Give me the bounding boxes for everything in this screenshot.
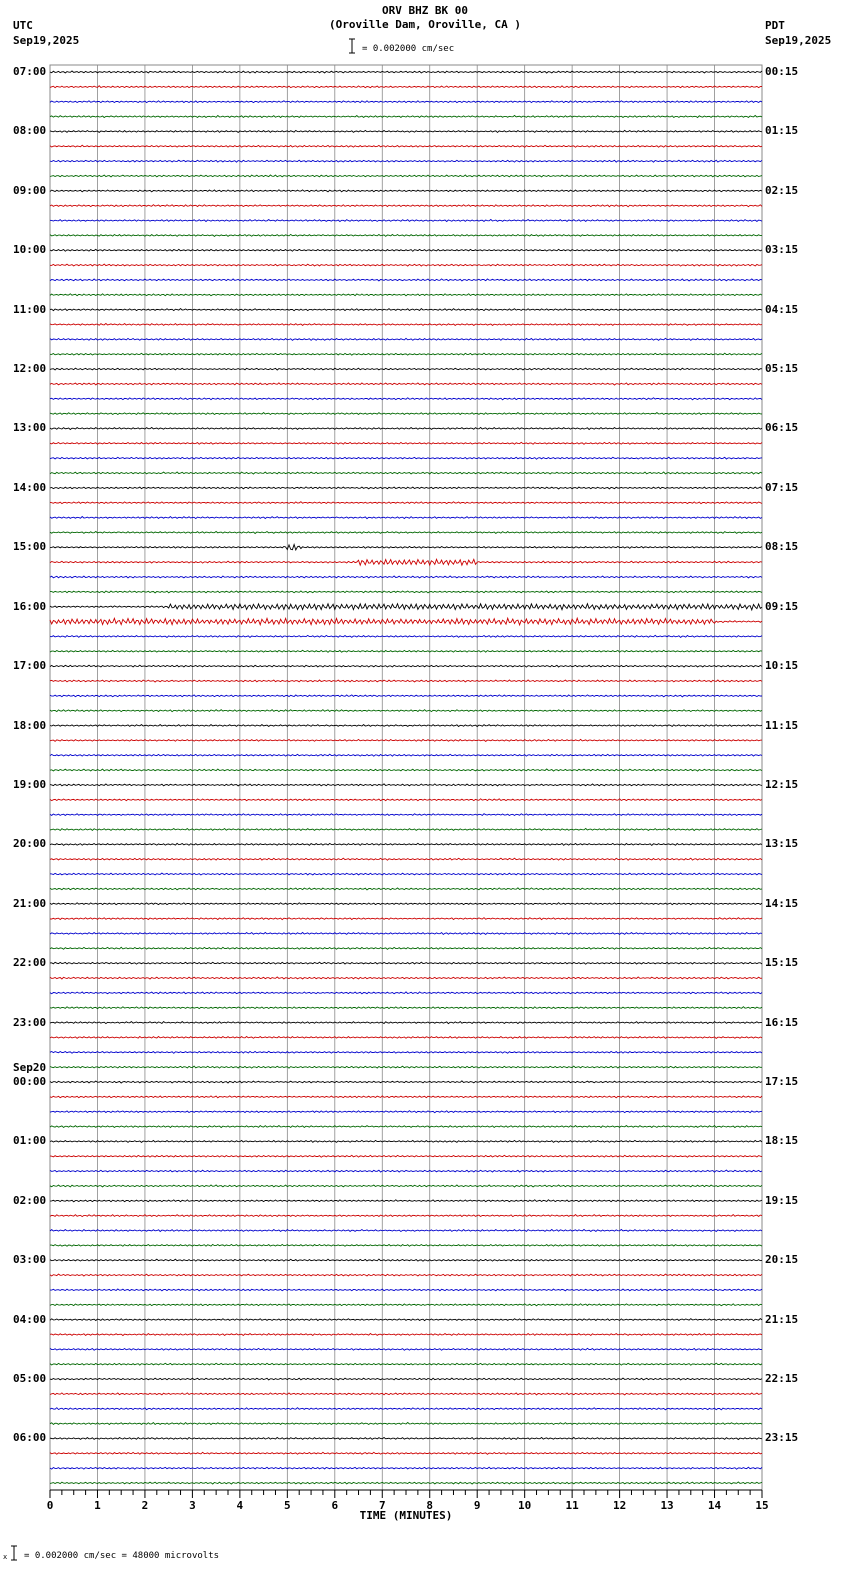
seismic-trace [50, 145, 762, 147]
x-tick-label: 3 [189, 1499, 196, 1512]
seismic-trace [50, 1037, 762, 1039]
pdt-hour-label: 10:15 [765, 659, 799, 673]
x-tick-label: 0 [46, 1499, 54, 1512]
seismic-trace [50, 502, 762, 504]
seismic-trace [50, 1289, 762, 1291]
seismic-trace [50, 472, 762, 474]
pdt-hour-label: 04:15 [765, 302, 799, 316]
seismic-trace [50, 1482, 762, 1484]
station-subtitle: (Oroville Dam, Oroville, CA ) [328, 18, 522, 31]
seismic-trace [50, 1185, 762, 1187]
seismic-trace [50, 725, 762, 727]
seismic-trace [50, 1348, 762, 1350]
seismic-trace [50, 888, 762, 890]
pdt-hour-label: 12:15 [765, 777, 799, 791]
seismic-trace [50, 130, 762, 132]
seismic-trace [50, 695, 762, 697]
seismic-trace [50, 739, 762, 741]
pdt-hour-label: 19:15 [765, 1193, 799, 1207]
seismic-trace [50, 309, 762, 311]
seismic-trace [50, 962, 762, 964]
pdt-hour-label: 05:15 [765, 362, 799, 376]
seismic-trace [50, 338, 762, 340]
seismic-trace [50, 918, 762, 920]
footer-scale-bar-icon [3, 1546, 17, 1561]
svg-text:x: x [3, 1553, 8, 1561]
seismic-trace [50, 1066, 762, 1068]
seismic-trace [50, 828, 762, 830]
seismic-trace [50, 324, 762, 326]
pdt-hour-label: 11:15 [765, 718, 799, 732]
utc-hour-label: 11:00 [13, 302, 47, 316]
x-tick-label: 10 [518, 1499, 532, 1512]
seismic-trace [50, 116, 762, 118]
pdt-hour-label: 15:15 [765, 956, 799, 970]
seismic-trace [50, 294, 762, 296]
pdt-hour-label: 23:15 [765, 1431, 799, 1445]
utc-hour-label: 16:00 [13, 599, 47, 613]
seismic-trace [50, 665, 762, 667]
utc-hour-label: 02:00 [13, 1193, 47, 1207]
scale-label: = 0.002000 cm/sec [362, 44, 455, 54]
seismic-trace [50, 86, 762, 88]
seismic-trace [50, 754, 762, 756]
x-tick-label: 11 [565, 1499, 579, 1512]
utc-hour-label: 21:00 [13, 896, 47, 910]
x-tick-label: 4 [236, 1499, 244, 1512]
seismic-trace [50, 353, 762, 355]
utc-hour-label: 04:00 [13, 1312, 47, 1326]
seismic-trace [50, 234, 762, 236]
pdt-hour-label: 21:15 [765, 1312, 799, 1326]
seismic-trace [50, 1096, 762, 1098]
utc-hour-label: 03:00 [13, 1253, 47, 1267]
utc-hour-label: 10:00 [13, 243, 47, 257]
pdt-hour-label: 02:15 [765, 183, 799, 197]
seismic-trace [50, 604, 762, 610]
seismic-trace [50, 190, 762, 192]
pdt-hour-label: 09:15 [765, 599, 799, 613]
seismic-trace [50, 1363, 762, 1365]
utc-hour-label: 14:00 [13, 480, 47, 494]
x-axis-title: TIME (MINUTES) [359, 1509, 453, 1522]
seismic-trace [50, 457, 762, 459]
seismic-trace [50, 1467, 762, 1469]
seismic-trace [50, 576, 762, 578]
utc-hour-label: 17:00 [13, 659, 47, 673]
x-tick-label: 2 [141, 1499, 149, 1512]
seismic-trace [50, 591, 762, 593]
utc-hour-label: 18:00 [13, 718, 47, 732]
x-tick-label: 5 [284, 1499, 291, 1512]
seismic-trace [50, 1230, 762, 1232]
seismic-trace [50, 1081, 762, 1083]
footer-scale-label: = 0.002000 cm/sec = 48000 microvolts [24, 1551, 220, 1561]
seismic-trace [50, 398, 762, 400]
seismic-trace [50, 175, 762, 177]
seismic-trace [50, 1155, 762, 1157]
utc-hour-label: 06:00 [13, 1431, 47, 1445]
seismic-trace [50, 1111, 762, 1113]
x-tick-label: 8 [426, 1499, 434, 1512]
x-tick-label: 12 [612, 1499, 627, 1512]
pdt-hour-label: 06:15 [765, 421, 799, 435]
x-tick-label: 1 [94, 1499, 101, 1512]
seismic-trace [50, 1259, 762, 1261]
utc-hour-label: 20:00 [13, 837, 47, 851]
seismic-trace [50, 1334, 762, 1336]
left-timezone: UTC [13, 19, 33, 32]
x-tick-label: 14 [707, 1499, 722, 1512]
seismic-trace [50, 1051, 762, 1053]
seismic-trace [50, 992, 762, 994]
seismic-trace [50, 843, 762, 845]
utc-hour-label: 19:00 [13, 777, 47, 791]
x-tick-label: 6 [331, 1499, 339, 1512]
seismic-trace [50, 1393, 762, 1395]
seismic-trace [50, 799, 762, 801]
seismic-trace [50, 1304, 762, 1306]
seismic-traces [50, 71, 762, 1484]
day-break-label: Sep20 [13, 1060, 47, 1074]
x-tick-label: 15 [755, 1499, 769, 1512]
pdt-hour-label: 14:15 [765, 896, 799, 910]
utc-hour-label: 07:00 [13, 65, 47, 78]
seismic-trace [50, 1007, 762, 1009]
seismic-trace [50, 1126, 762, 1128]
utc-hour-label: 13:00 [13, 421, 47, 435]
seismic-trace [50, 710, 762, 712]
seismic-trace [50, 264, 762, 266]
scale-bar-icon [349, 39, 355, 53]
right-timezone: PDT [765, 19, 785, 32]
seismic-trace [50, 1022, 762, 1024]
utc-hour-label: 00:00 [13, 1074, 47, 1088]
seismic-trace [50, 1170, 762, 1172]
seismic-trace [50, 1452, 762, 1454]
pdt-hour-label: 18:15 [765, 1134, 799, 1148]
seismic-trace [50, 947, 762, 949]
seismic-trace [50, 1140, 762, 1142]
seismic-trace [50, 368, 762, 370]
seismic-trace [50, 977, 762, 979]
pdt-hour-label: 17:15 [765, 1074, 799, 1088]
x-tick-label: 9 [473, 1499, 481, 1512]
utc-hour-label: 23:00 [13, 1015, 47, 1029]
seismic-trace [50, 618, 762, 625]
pdt-hour-label: 16:15 [765, 1015, 799, 1029]
seismic-trace [50, 1200, 762, 1202]
seismic-trace [50, 1215, 762, 1217]
seismic-trace [50, 1319, 762, 1321]
utc-hour-label: 15:00 [13, 540, 47, 554]
utc-hour-label: 09:00 [13, 183, 47, 197]
x-tick-label: 13 [660, 1499, 674, 1512]
seismic-trace [50, 1274, 762, 1276]
seismic-trace [50, 249, 762, 251]
x-tick-label: 7 [378, 1499, 386, 1512]
pdt-hour-label: 00:15 [765, 65, 799, 78]
seismic-trace [50, 383, 762, 385]
pdt-hour-label: 01:15 [765, 124, 799, 138]
seismic-trace [50, 532, 762, 534]
seismic-trace [50, 101, 762, 103]
seismic-trace [50, 413, 762, 415]
utc-hour-label: 22:00 [13, 956, 47, 970]
seismic-trace [50, 1437, 762, 1439]
pdt-hour-label: 20:15 [765, 1253, 799, 1267]
seismic-trace [50, 1423, 762, 1425]
seismic-trace [50, 160, 762, 162]
station-title: ORV BHZ BK 00 [381, 4, 469, 17]
seismic-trace [50, 903, 762, 905]
seismic-trace [50, 873, 762, 875]
seismic-trace [50, 769, 762, 771]
seismic-trace [50, 487, 762, 489]
seismic-trace [50, 784, 762, 786]
seismic-trace [50, 933, 762, 935]
seismic-trace [50, 279, 762, 281]
seismic-trace [50, 545, 762, 551]
left-date: Sep19,2025 [13, 34, 80, 47]
utc-hour-label: 12:00 [13, 362, 47, 376]
pdt-hour-label: 03:15 [765, 243, 799, 257]
seismic-trace [50, 1408, 762, 1410]
seismic-trace [50, 680, 762, 682]
pdt-hour-label: 13:15 [765, 837, 799, 851]
pdt-hour-label: 22:15 [765, 1372, 799, 1386]
seismic-trace [50, 517, 762, 519]
utc-hour-label: 01:00 [13, 1134, 47, 1148]
seismic-trace [50, 220, 762, 222]
seismic-trace [50, 814, 762, 816]
seismic-trace [50, 559, 762, 565]
seismic-trace [50, 635, 762, 637]
minute-grid [97, 65, 714, 1490]
pdt-hour-label: 08:15 [765, 540, 799, 554]
pdt-hour-label: 07:15 [765, 480, 799, 494]
seismic-trace [50, 205, 762, 207]
seismic-trace [50, 71, 762, 73]
seismic-trace [50, 858, 762, 860]
seismic-trace [50, 428, 762, 430]
right-date: Sep19,2025 [765, 34, 832, 47]
seismic-trace [50, 1244, 762, 1246]
utc-hour-label: 05:00 [13, 1372, 47, 1386]
seismic-trace [50, 442, 762, 444]
plot-frame [50, 65, 762, 1490]
seismic-trace [50, 1378, 762, 1380]
utc-hour-label: 08:00 [13, 124, 47, 138]
seismic-trace [50, 650, 762, 652]
